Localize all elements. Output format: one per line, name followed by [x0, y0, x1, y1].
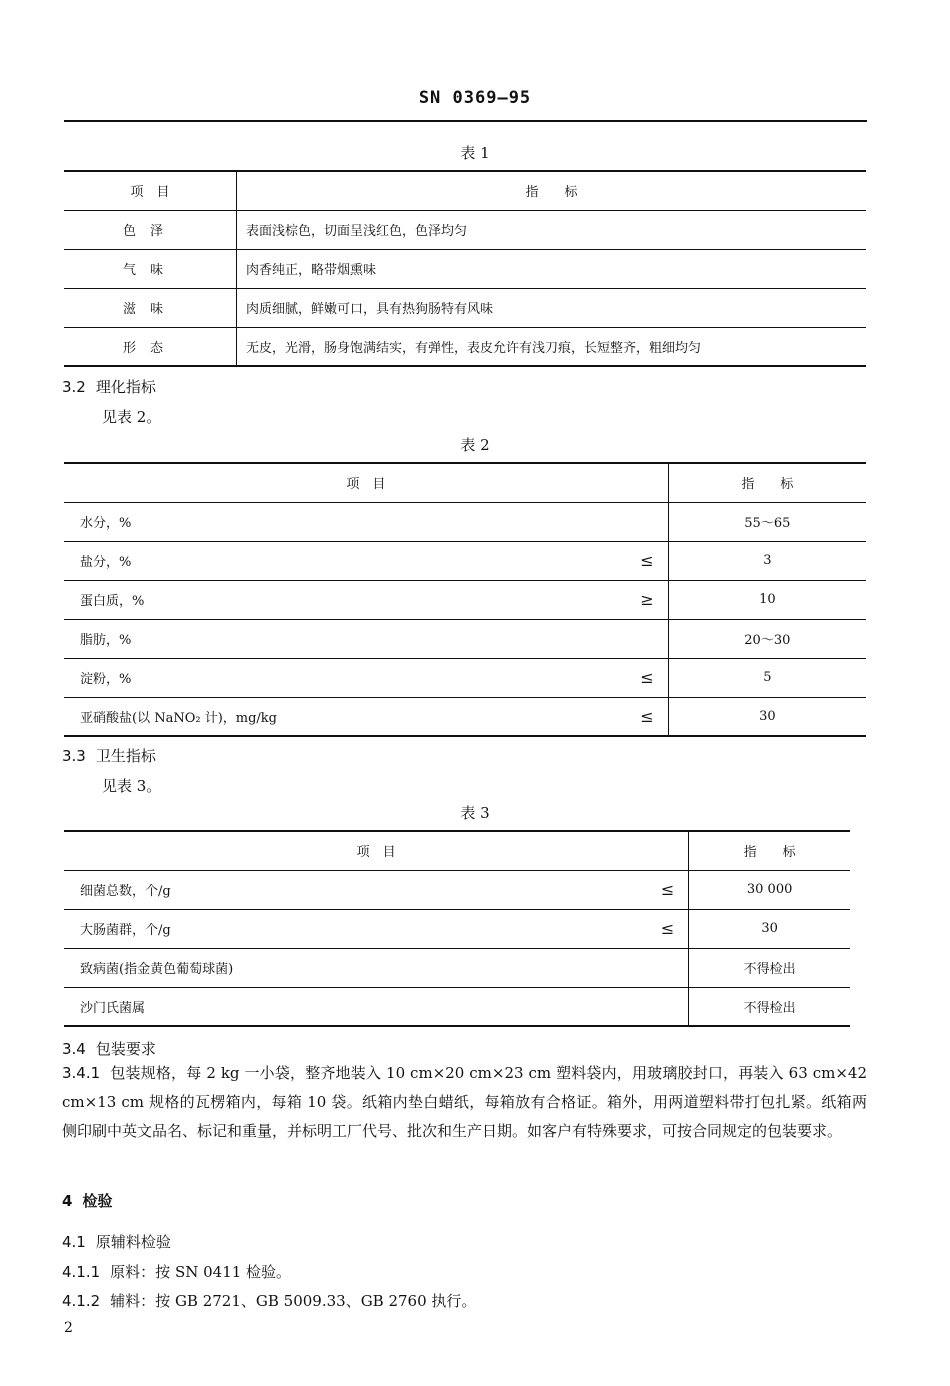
table2-item: 淀粉，%: [64, 658, 380, 697]
table2-item: 蛋白质，%: [64, 580, 380, 619]
table1-value: 无皮，光滑，肠身饱满结实，有弹性，表皮允许有浅刀痕，长短整齐，粗细均匀: [237, 327, 867, 366]
section-number: 3.4.1: [62, 1064, 101, 1082]
table2-symbol: ≤: [380, 658, 668, 697]
table2-value: 20～30: [668, 619, 866, 658]
table-row: [64, 909, 850, 948]
table3-item: 沙门氏菌属: [80, 1000, 146, 1016]
table3-header-item: 项 目: [64, 831, 689, 870]
table3-value: 30: [689, 909, 850, 948]
table-row: [64, 948, 850, 987]
table-row: [64, 249, 866, 288]
table3-symbol: ≤: [460, 909, 689, 948]
table2-header-item: 项 目: [64, 463, 668, 502]
table-row: [64, 210, 866, 249]
table2: [64, 462, 866, 737]
section-number: 3.4: [62, 1040, 86, 1058]
table3-caption: 表 3: [460, 804, 490, 822]
paragraph-text: 包装规格，每 2 kg 一小袋，整齐地装入 10 cm×20 cm×23 cm 塑料袋内，用玻璃胶封口，再装入 63 cm×42 cm×13 cm 规格的瓦楞箱内，每箱 10 袋。纸箱内垫白蜡纸，每箱放有合格证。箱外，用两道塑料带打包扎紧。纸箱两侧印刷中英文品名、标记和重量，并标明工厂代号、批次和生产日期。如客户有特殊要求，可按合同规定的包装要求。: [62, 1064, 867, 1140]
table1-value: 肉香纯正，略带烟熏味: [237, 249, 867, 288]
section-number: 4.1.1: [62, 1263, 101, 1281]
table2-value: 30: [668, 697, 866, 736]
section-3-4-1-paragraph: [62, 1059, 867, 1146]
section-title: 理化指标: [95, 378, 156, 396]
table1-value: 表面浅棕色，切面呈浅红色，色泽均匀: [237, 210, 867, 249]
table3-symbol: [460, 987, 689, 1026]
table-row: [64, 580, 866, 619]
table3-symbol: [460, 948, 689, 987]
header-rule: [64, 120, 867, 122]
table2-header-value: 指 标: [668, 463, 866, 502]
table3-symbol: ≤: [460, 870, 689, 909]
section-3-3-reference: 见表 3。: [102, 777, 162, 795]
section-4-1-heading: [62, 1231, 171, 1252]
paragraph-text: 辅料：按 GB 2721、GB 5009.33、GB 2760 执行。: [110, 1292, 477, 1310]
page-number: 2: [64, 1320, 73, 1336]
table1-header-item: 项 目: [64, 171, 237, 210]
document-header: SN 0369—95: [418, 88, 532, 108]
table1-item: 色泽: [64, 210, 237, 249]
table2-caption: 表 2: [460, 436, 490, 454]
table-row: [64, 541, 866, 580]
section-4-1-2-line: [62, 1290, 476, 1311]
table3-value: 不得检出: [689, 948, 850, 987]
table-row: [64, 502, 866, 541]
section-4-heading: [62, 1190, 112, 1211]
table-row: [64, 658, 866, 697]
section-title: 检验: [82, 1192, 113, 1210]
table3-value: 30 000: [689, 870, 850, 909]
section-3-2-heading: [62, 376, 156, 397]
table-row: [64, 619, 866, 658]
table-row: [64, 288, 866, 327]
table2-item: 亚硝酸盐(以 NaNO₂ 计)，mg/kg: [80, 710, 278, 726]
section-number: 4.1: [62, 1233, 86, 1251]
table3: [64, 830, 850, 1027]
section-title: 原辅料检验: [95, 1233, 171, 1251]
table-row: [64, 327, 866, 366]
table3-header-value: 指 标: [689, 831, 850, 870]
table2-value: 55～65: [668, 502, 866, 541]
section-3-2-reference: 见表 2。: [102, 408, 162, 426]
table1-header-value: 指 标: [237, 171, 867, 210]
table2-item: 盐分，%: [64, 541, 380, 580]
table2-symbol: [380, 619, 668, 658]
table1-caption: 表 1: [460, 144, 490, 162]
table1-item: 滋味: [64, 288, 237, 327]
table-row: [64, 987, 850, 1026]
section-title: 卫生指标: [95, 747, 156, 765]
table2-item: 水分，%: [64, 502, 380, 541]
section-number: 3.2: [62, 378, 86, 396]
table3-item: 大肠菌群，个/g: [64, 909, 460, 948]
table2-value: 10: [668, 580, 866, 619]
section-3-4-heading: [62, 1038, 156, 1059]
table2-symbol: ≤: [380, 541, 668, 580]
paragraph-text: 原料：按 SN 0411 检验。: [110, 1263, 292, 1281]
section-number: 4.1.2: [62, 1292, 101, 1310]
table-row: [64, 697, 866, 736]
section-3-3-heading: [62, 745, 156, 766]
section-4-1-1-line: [62, 1261, 291, 1282]
table3-value: 不得检出: [689, 987, 850, 1026]
table2-symbol: ≥: [380, 580, 668, 619]
table-row: [64, 870, 850, 909]
table2-item: 脂肪，%: [64, 619, 380, 658]
table1-item: 气味: [64, 249, 237, 288]
section-number: 3.3: [62, 747, 86, 765]
table1: [64, 170, 866, 367]
section-number: 4: [62, 1192, 73, 1210]
table2-symbol: ≤: [640, 706, 654, 726]
table3-item: 细菌总数，个/g: [64, 870, 460, 909]
table3-item: 致病菌(指金黄色葡萄球菌): [64, 948, 460, 987]
table2-value: 3: [668, 541, 866, 580]
table1-item: 形态: [122, 340, 177, 356]
table2-value: 5: [668, 658, 866, 697]
section-title: 包装要求: [95, 1040, 156, 1058]
table1-value: 肉质细腻，鲜嫩可口，具有热狗肠特有风味: [237, 288, 867, 327]
table2-symbol: [380, 502, 668, 541]
